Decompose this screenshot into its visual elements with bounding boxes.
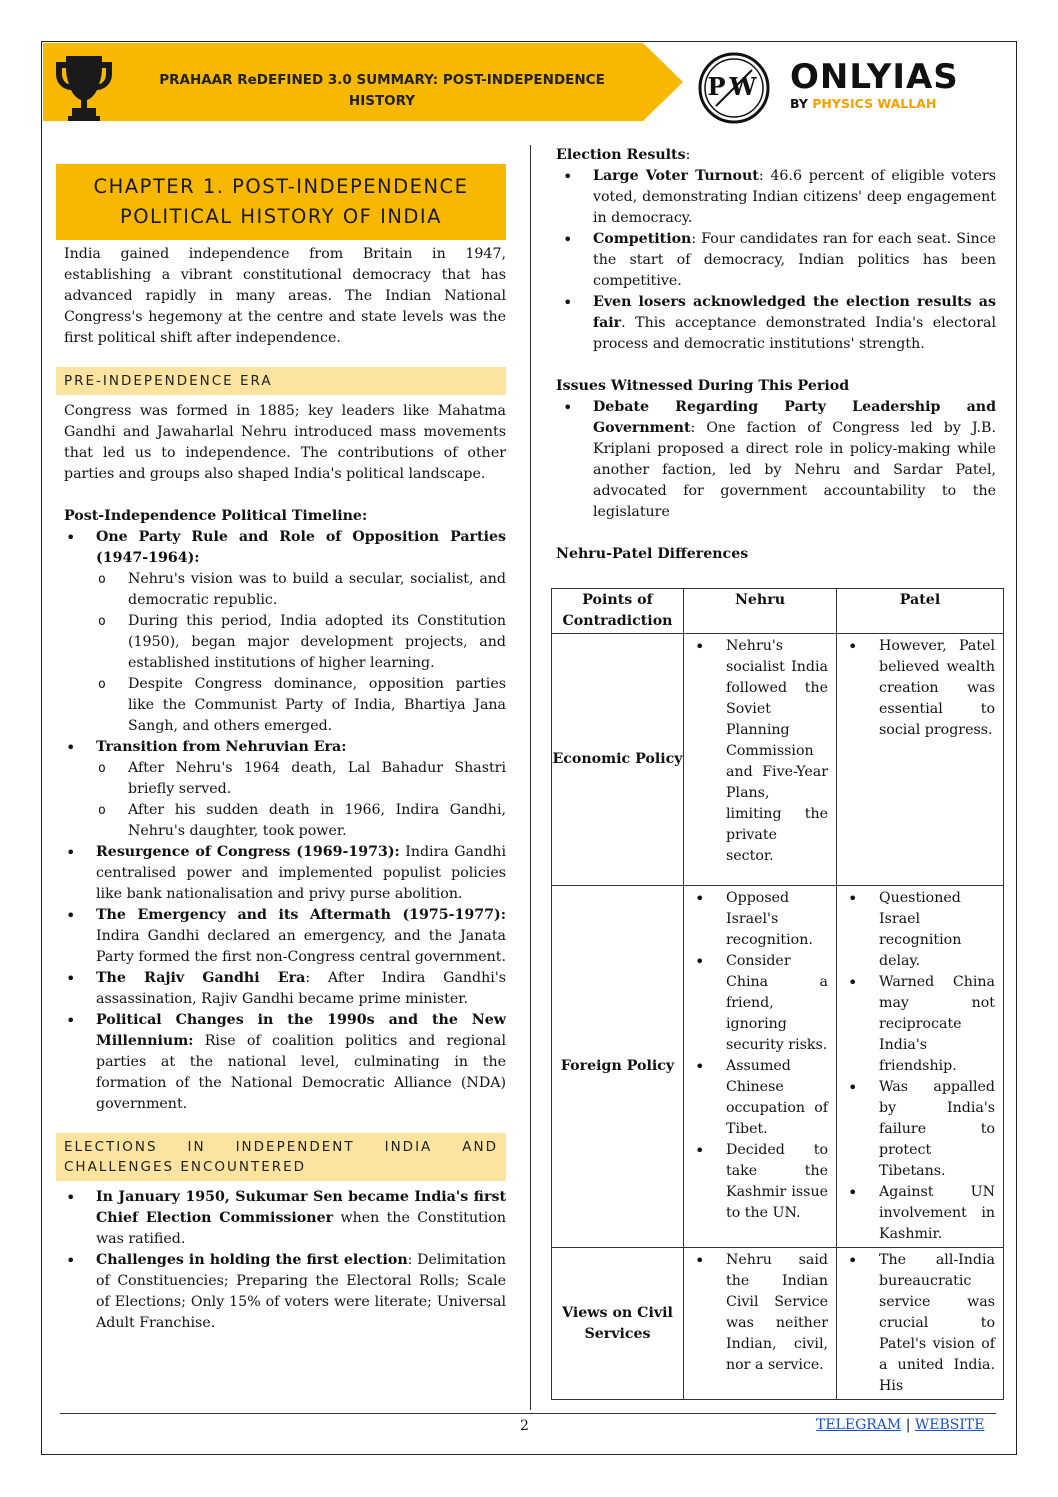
cell-item: • Questioned Israel recognition delay. — [879, 888, 995, 972]
list-item — [96, 842, 506, 905]
page-number: 2 — [520, 1418, 529, 1434]
result-item-bold: Even losers acknowledged the election results as fair — [593, 294, 996, 331]
elections-heading: ELECTIONS IN INDEPENDENT INDIA AND CHALLENGES ENCOUNTERED — [56, 1133, 506, 1181]
chapter-title — [56, 164, 506, 240]
pw-logo — [698, 52, 770, 124]
cell-item: • Warned China may not reciprocate India's friendship. — [879, 972, 995, 1077]
nehru-patel-table — [551, 588, 1004, 1400]
timeline-item-text: Rise of coalition politics and regional parties at the national level, culminating in the formation of the National Democratic Alliance (NDA) government. — [96, 1033, 506, 1112]
nehru-patel-heading: Nehru-Patel Differences — [556, 546, 749, 562]
list-item — [96, 968, 506, 1010]
pre-independence-paragraph: Congress was formed in 1885; key leaders like Mahatma Gandhi and Jawaharlal Nehru introduced mass movements that led us to independence. The contributions of other parties and groups also shaped India's political landscape. — [64, 403, 506, 482]
header-points: Points of Contradiction — [552, 589, 684, 634]
cell-item: • Opposed Israel's recognition. — [726, 888, 828, 951]
issue-item-bold: Debate Regarding Party Leadership and Government — [593, 399, 996, 436]
sub-list-item: o Nehru's vision was to build a secular, socialist, and democratic republic. — [128, 569, 506, 611]
brand-by: BY — [790, 96, 808, 111]
result-item-text: . This acceptance demonstrated India's electoral process and democratic institutions' strength. — [593, 315, 996, 352]
right-column — [556, 145, 996, 565]
sub-list-item: o After his sudden death in 1966, Indira Gandhi, Nehru's daughter, took power. — [128, 800, 506, 842]
intro-paragraph: India gained independence from Britain in 1947, establishing a vibrant constitutional democracy that has advanced rapidly in many areas. The Indian National Congress's hegemony at the centre and state levels was the first political shift after independence. — [64, 246, 506, 346]
result-item-bold: Large Voter Turnout — [593, 168, 759, 184]
telegram-link[interactable]: TELEGRAM — [816, 1417, 902, 1433]
list-item — [96, 1250, 506, 1334]
nehru-cell — [684, 886, 837, 1248]
issues-list — [556, 397, 996, 523]
brand-name: ONLYIAS — [790, 57, 959, 97]
table-row — [552, 1248, 1004, 1400]
cell-item: • Decided to take the Kashmir issue to the UN. — [726, 1140, 828, 1224]
trophy-icon — [52, 52, 116, 122]
header-title — [122, 70, 642, 112]
footer-divider — [60, 1413, 996, 1414]
table-header-row — [552, 589, 1004, 634]
timeline-item-title: Political Changes in the 1990s and the New Millennium: — [96, 1012, 506, 1049]
list-item — [96, 905, 506, 968]
sub-list — [96, 569, 506, 737]
cell-item: • Assumed Chinese occupation of Tibet. — [726, 1056, 828, 1140]
header-nehru: Nehru — [684, 589, 837, 634]
timeline-item-text: Indira Gandhi centralised power and implemented populist policies like bank nationalisation and privy purse abolition. — [96, 844, 506, 902]
sub-list — [96, 758, 506, 842]
timeline-item-title: One Party Rule and Role of Opposition Parties (1947-1964): — [96, 529, 506, 566]
timeline-heading: Post-Independence Political Timeline: — [64, 508, 368, 524]
row-point: Views on Civil Services — [552, 1248, 684, 1400]
patel-cell — [837, 886, 1004, 1248]
election-item-bold: Challenges in holding the first election — [96, 1252, 408, 1268]
patel-cell — [837, 1248, 1004, 1400]
cell-item: • Against UN involvement in Kashmir. — [879, 1182, 995, 1245]
chapter-title-line1: CHAPTER 1. POST-INDEPENDENCE — [93, 175, 469, 198]
row-point: Foreign Policy — [552, 886, 684, 1248]
election-item-text: : Delimitation of Constituencies; Preparing the Electoral Rolls; Scale of Elections; Only 15% of voters were literate; Universal Adult Franchise. — [96, 1252, 506, 1331]
nehru-cell — [684, 634, 837, 886]
brand-physics-wallah: PHYSICS WALLAH — [812, 96, 937, 111]
election-results-list — [556, 166, 996, 355]
brand-sub — [790, 96, 970, 112]
cell-item: • Consider China a friend, ignoring security risks. — [726, 951, 828, 1056]
timeline-item-title: Transition from Nehruvian Era: — [96, 739, 347, 755]
cell-item: • Nehru's socialist India followed the Soviet Planning Commission and Five-Year Plans, limiting the private sector. — [726, 636, 828, 867]
result-item-bold: Competition — [593, 231, 692, 247]
issues-heading: Issues Witnessed During This Period — [556, 378, 850, 394]
result-item-text: : Four candidates ran for each seat. Since the start of democracy, Indian politics has been competitive. — [593, 231, 996, 289]
header-patel: Patel — [837, 589, 1004, 634]
header-title-line2: HISTORY — [348, 93, 416, 109]
timeline-item-text: Indira Gandhi declared an emergency, and the Janata Party formed the first non-Congress central government. — [96, 928, 506, 965]
nehru-cell — [684, 1248, 837, 1400]
election-results-heading-text: Election Results — [556, 147, 686, 163]
list-item — [593, 166, 996, 229]
list-item — [96, 737, 506, 842]
row-point: Economic Policy — [552, 634, 684, 886]
sub-list-item: o Despite Congress dominance, opposition parties like the Communist Party of India, Bhartiya Jana Sangh, and others emerged. — [128, 674, 506, 737]
sub-list-item: o During this period, India adopted its Constitution (1950), began major development projects, and established institutions of higher learning. — [128, 611, 506, 674]
timeline-list — [56, 527, 506, 1115]
table-row — [552, 886, 1004, 1248]
elections-list — [56, 1187, 506, 1334]
list-item — [593, 397, 996, 523]
chapter-title-line2: POLITICAL HISTORY OF INDIA — [119, 205, 443, 228]
list-item — [593, 229, 996, 292]
timeline-item-title: The Emergency and its Aftermath (1975-1977): — [96, 907, 506, 923]
election-item-bold: In January 1950, Sukumar Sen became India's first Chief Election Commissioner — [96, 1189, 506, 1226]
result-item-text: : 46.6 percent of eligible voters voted, demonstrating Indian citizens' deep engagement in democracy. — [593, 168, 996, 226]
website-link[interactable]: WEBSITE — [914, 1417, 985, 1433]
pw-letters: PW — [707, 72, 761, 101]
timeline-item-title: The Rajiv Gandhi Era — [96, 970, 306, 986]
cell-item: • The all-India bureaucratic service was crucial to Patel's vision of a united India. His — [879, 1250, 995, 1397]
footer-separator: | — [905, 1417, 911, 1433]
pre-independence-heading: PRE-INDEPENDENCE ERA — [56, 367, 506, 395]
election-results-heading: Election Results: — [556, 147, 691, 163]
column-divider — [530, 145, 531, 1410]
list-item — [593, 292, 996, 355]
issue-item-text: : One faction of Congress led by J.B. Kriplani proposed a direct role in policy-making while another faction, led by Nehru and Sardar Patel, advocated for government accountability to the legislature — [593, 420, 996, 520]
cell-item: • Was appalled by India's failure to protect Tibetans. — [879, 1077, 995, 1182]
list-item — [96, 1010, 506, 1115]
election-item-text: when the Constitution was ratified. — [96, 1210, 507, 1247]
sub-list-item: o After Nehru's 1964 death, Lal Bahadur Shastri briefly served. — [128, 758, 506, 800]
patel-cell — [837, 634, 1004, 886]
footer-links — [816, 1417, 984, 1433]
table-row — [552, 634, 1004, 886]
timeline-item-title: Resurgence of Congress (1969-1973): — [96, 844, 400, 860]
header-title-line1: PRAHAAR ReDEFINED 3.0 SUMMARY: POST-INDEPENDENCE — [159, 72, 605, 88]
cell-item: • Nehru said the Indian Civil Service was neither Indian, civil, nor a service. — [726, 1250, 828, 1376]
list-item — [96, 1187, 506, 1250]
timeline-item-text: : After Indira Gandhi's assassination, Rajiv Gandhi became prime minister. — [96, 970, 506, 1007]
cell-item: • However, Patel believed wealth creation was essential to social progress. — [879, 636, 995, 741]
list-item — [96, 527, 506, 737]
onlyias-logo — [790, 58, 970, 112]
left-column — [56, 160, 506, 1334]
